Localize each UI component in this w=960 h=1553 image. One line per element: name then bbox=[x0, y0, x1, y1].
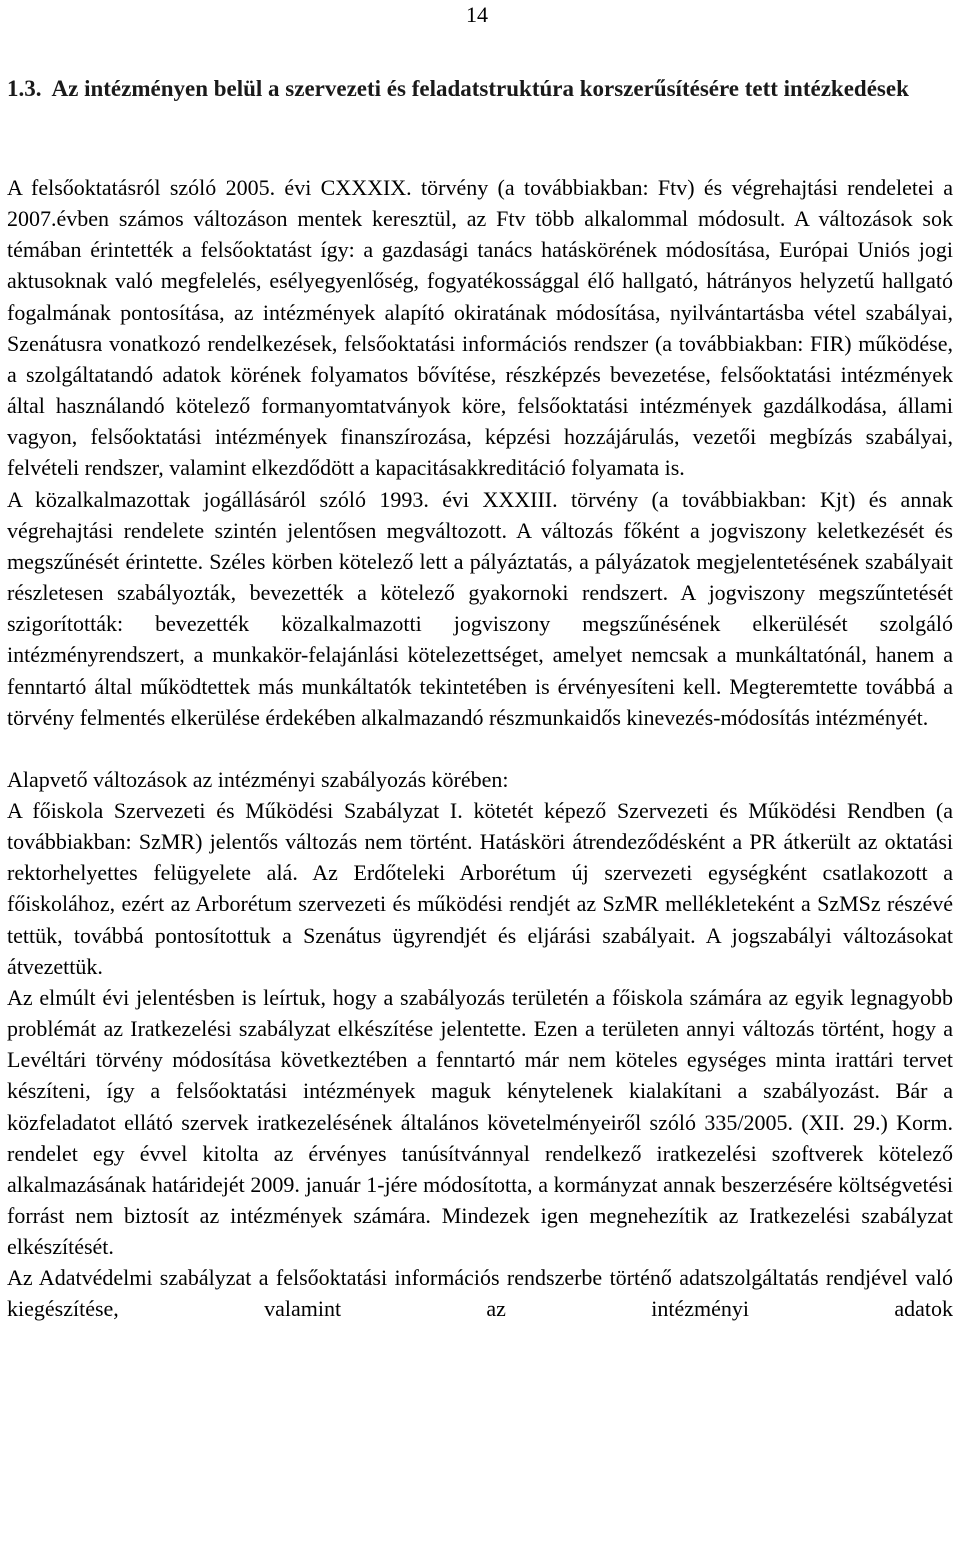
document-body bbox=[7, 172, 953, 1324]
page-number: 14 bbox=[466, 2, 488, 27]
section-title: Az intézményen belül a szervezeti és feladatstruktúra korszerűsítésére tett intézkedések bbox=[51, 76, 909, 101]
paragraph-iratkezelesi: Az elmúlt évi jelentésben is leírtuk, hogy a szabályozás területén a főiskola számára az egyik legnagyobb problémát az Iratkezelési szabályzat elkészítése jelentette. Ezen a területen annyi változás történt, hogy a Levéltári törvény módosítása következtében a fenntartó már nem köteles egységes minta irattári tervet készíteni, így a felsőoktatási intézmények maguk kénytelenek kialakítani a szabályozást. Bár a közfeladatot ellátó szervek iratkezelésének általános követelményeiről szóló 335/2005. (XII. 29.) Korm. rendelet egy évvel kitolta az érvényes tanúsítvánnyal rendelkező iratkezelési szoftverek kötelező alkalmazásának határidejét 2009. január 1-jére módosította, a kormányzat annak beszerzésére költségvetési forrást nem biztosít az intézmények számára. Mindezek igen megnehezítik az Iratkezelési szabályzat elkészítését. bbox=[7, 984, 953, 1260]
paragraph-kjt-changes: A közalkalmazottak jogállásáról szóló 1993. évi XXXIII. törvény (a továbbiakban: Kjt) és annak végrehajtási rendelete szintén jelentősen megváltozott. A változás főként a jogviszony keletkezését és megszűnését érintette. Széles körben kötelező lett a pályáztatás, a pályázatok megjelentetésének szabályait részletesen szabályozták, bevezették a kötelező gyakornoki rendszert. A jogviszony megszűntetését szigorították: bevezették közalkalmazotti jogviszony megszűnésének elkerülését szolgáló intézményrendszert, a munkakör-felajánlási kötelezettséget, amelyet nemcsak a munkáltatónál, hanem a fenntartó által működtettek más munkáltatók tekintetében is érvényesíteni kell. Megteremtette továbbá a törvény felmentés elkerülése érdekében alkalmazandó részmunkaidős kinevezés-módosítás intézményét. bbox=[7, 486, 953, 730]
section-heading bbox=[7, 73, 953, 105]
section-number: 1.3. bbox=[7, 76, 42, 101]
paragraph-intro-institutional: Alapvető változások az intézményi szabályozás körében: bbox=[7, 766, 509, 792]
paragraph-szmr: A főiskola Szervezeti és Működési Szabályzat I. kötetét képező Szervezeti és Működési Rendben (a továbbiakban: SzMR) jelentős változás nem történt. Hatásköri átrendeződésként a PR átkerült az oktatási rektorhelyettes felügyelete alá. Az Erdőteleki Arborétum új szervezeti egységként csatlakozott a főiskolához, ezért az Arborétum szervezeti és működési rendjét az SzMR mellékleteként a SzMSz részévé tettük, továbbá pontosítottuk a Szenátus ügyrendjét és eljárási szabályait. A jogszabályi változásokat átvezettük. bbox=[7, 797, 953, 979]
paragraph-adatvedelmi: Az Adatvédelmi szabályzat a felsőoktatási információs rendszerbe történő adatszolgáltatás rendjével való kiegészítése, valamint az intézményi adatok bbox=[7, 1265, 953, 1322]
paragraph-ftv-changes: A felsőoktatásról szóló 2005. évi CXXXIX. törvény (a továbbiakban: Ftv) és végrehajtási rendeletei a 2007.évben számos változáson mentek keresztül, az Ftv több alkalommal módosult. A változások sok témában érintették a felsőoktatást így: a gazdasági tanács hatáskörének módosítása, Európai Uniós jogi aktusoknak való megfelelés, esélyegyenlőség, fogyatékossággal élő hallgató, hátrányos helyzetű hallgató fogalmának pontosítása, az intézmények alapító okiratának módosítása, nyilvántartásba vétel szabályai, Szenátusra vonatkozó rendelkezések, felsőoktatási információs rendszer (a továbbiakban: FIR) működése, a szolgáltatandó adatok körének folyamatos bővítése, részképzés bevezetése, felsőoktatási intézmények által használandó kötelező formanyomtatványok köre, felsőoktatási intézmények gazdálkodása, állami vagyon, felsőoktatási intézmények finanszírozása, képzési hozzájárulás, vezetői megbízás szabályai, felvételi rendszer, valamint elkezdődött a kapacitásakkreditáció folyamata is. bbox=[7, 175, 953, 481]
